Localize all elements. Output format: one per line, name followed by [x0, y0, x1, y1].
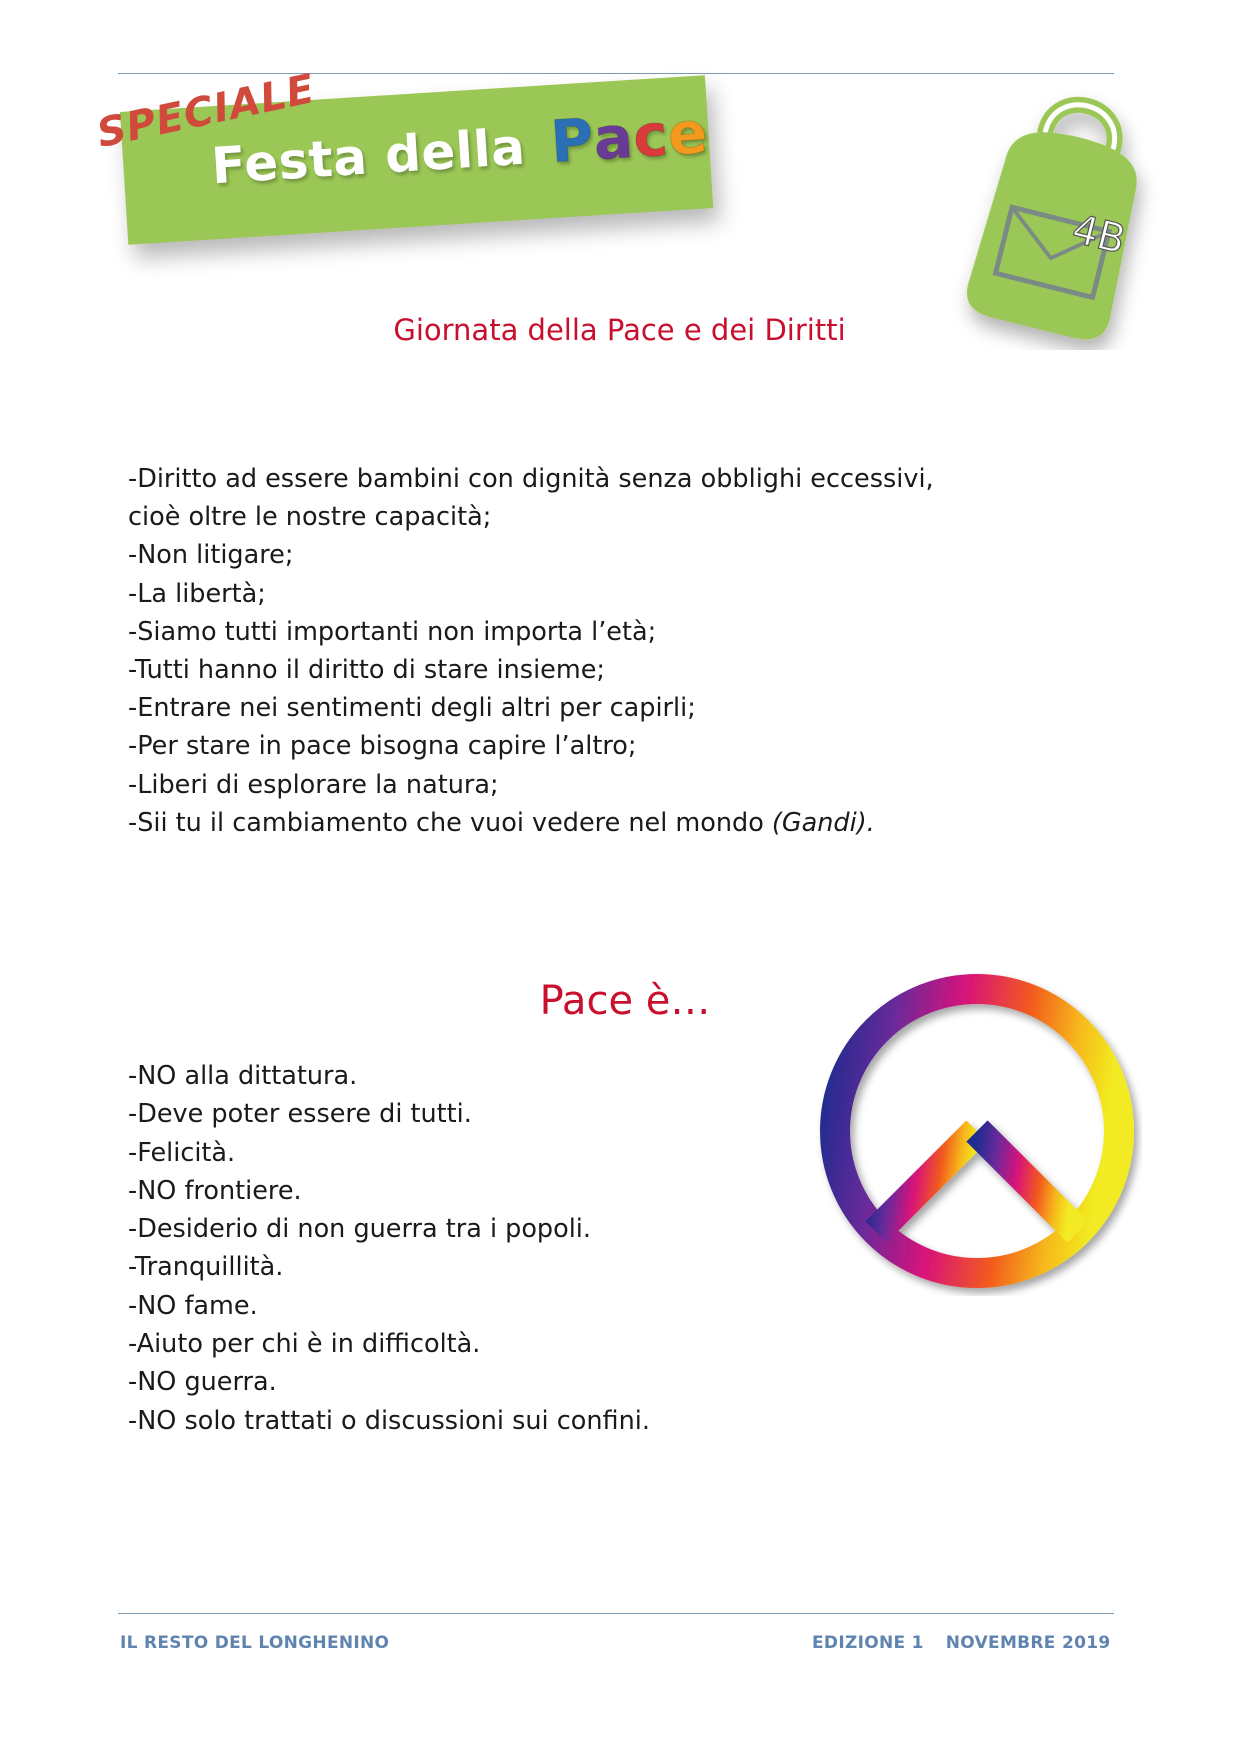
- peace-list-item: -NO fame.: [128, 1290, 258, 1321]
- rights-list-item: -Tutti hanno il diritto di stare insieme;: [128, 655, 605, 686]
- rights-list-item: -Liberi di esplorare la natura;: [128, 769, 499, 800]
- speciale-label: SPECIALE: [93, 65, 320, 157]
- banner-title-text: Festa della: [209, 117, 527, 196]
- bottom-rule: [118, 1613, 1114, 1614]
- banner-pace-word: [548, 98, 710, 176]
- quote-text: -Sii tu il cambiamento che vuoi vedere nel mondo: [128, 807, 772, 838]
- peace-list-item: -NO solo trattati o discussioni sui confini.: [128, 1405, 650, 1436]
- peace-list-item: -NO frontiere.: [128, 1175, 302, 1206]
- page-subtitle: Giornata della Pace e dei Diritti: [393, 313, 846, 347]
- rights-list-item: -Diritto ad essere bambini con dignità senza obblighi eccessivi,: [128, 464, 934, 494]
- quote-author: (Gandi).: [771, 807, 875, 838]
- backpack-icon: [950, 80, 1175, 350]
- peace-section-title: Pace è…: [539, 978, 711, 1024]
- pace-letter: c: [631, 100, 671, 171]
- peace-list-item: -Deve poter essere di tutti.: [128, 1099, 472, 1130]
- rights-list-item: -Siamo tutti importanti non importa l’età;: [128, 616, 657, 647]
- rights-list-item: -La libertà;: [128, 578, 266, 609]
- pace-letter: P: [548, 105, 596, 176]
- rights-list-item: cioè oltre le nostre capacità;: [128, 502, 492, 533]
- class-label: 4B: [1067, 206, 1131, 264]
- pace-letter: e: [665, 98, 710, 169]
- footer-edition-number: EDIZIONE 1: [812, 1633, 924, 1653]
- peace-list: [128, 1057, 650, 1440]
- footer-newspaper-name: IL RESTO DEL LONGHENINO: [120, 1633, 390, 1653]
- pace-letter: a: [591, 102, 636, 174]
- peace-list-item: -Desiderio di non guerra tra i popoli.: [128, 1214, 591, 1245]
- footer-date: NOVEMBRE 2019: [945, 1633, 1111, 1653]
- peace-list-item: -NO guerra.: [128, 1367, 277, 1398]
- rights-list-item: -Per stare in pace bisogna capire l’altro;: [128, 731, 637, 762]
- rights-list-item: -Entrare nei sentimenti degli altri per capirli;: [128, 693, 696, 724]
- rights-list-item: -Non litigare;: [128, 540, 294, 571]
- peace-list-item: -Tranquillità.: [128, 1252, 284, 1283]
- peace-list-item: -NO alla dittatura.: [128, 1061, 358, 1091]
- peace-list-item: -Aiuto per chi è in difficoltà.: [128, 1329, 481, 1360]
- footer-edition: [812, 1633, 1110, 1653]
- peace-sign-icon: [812, 966, 1142, 1296]
- quote-list-item: [128, 804, 934, 842]
- peace-list-item: -Felicità.: [128, 1137, 236, 1168]
- rights-list: [128, 460, 934, 842]
